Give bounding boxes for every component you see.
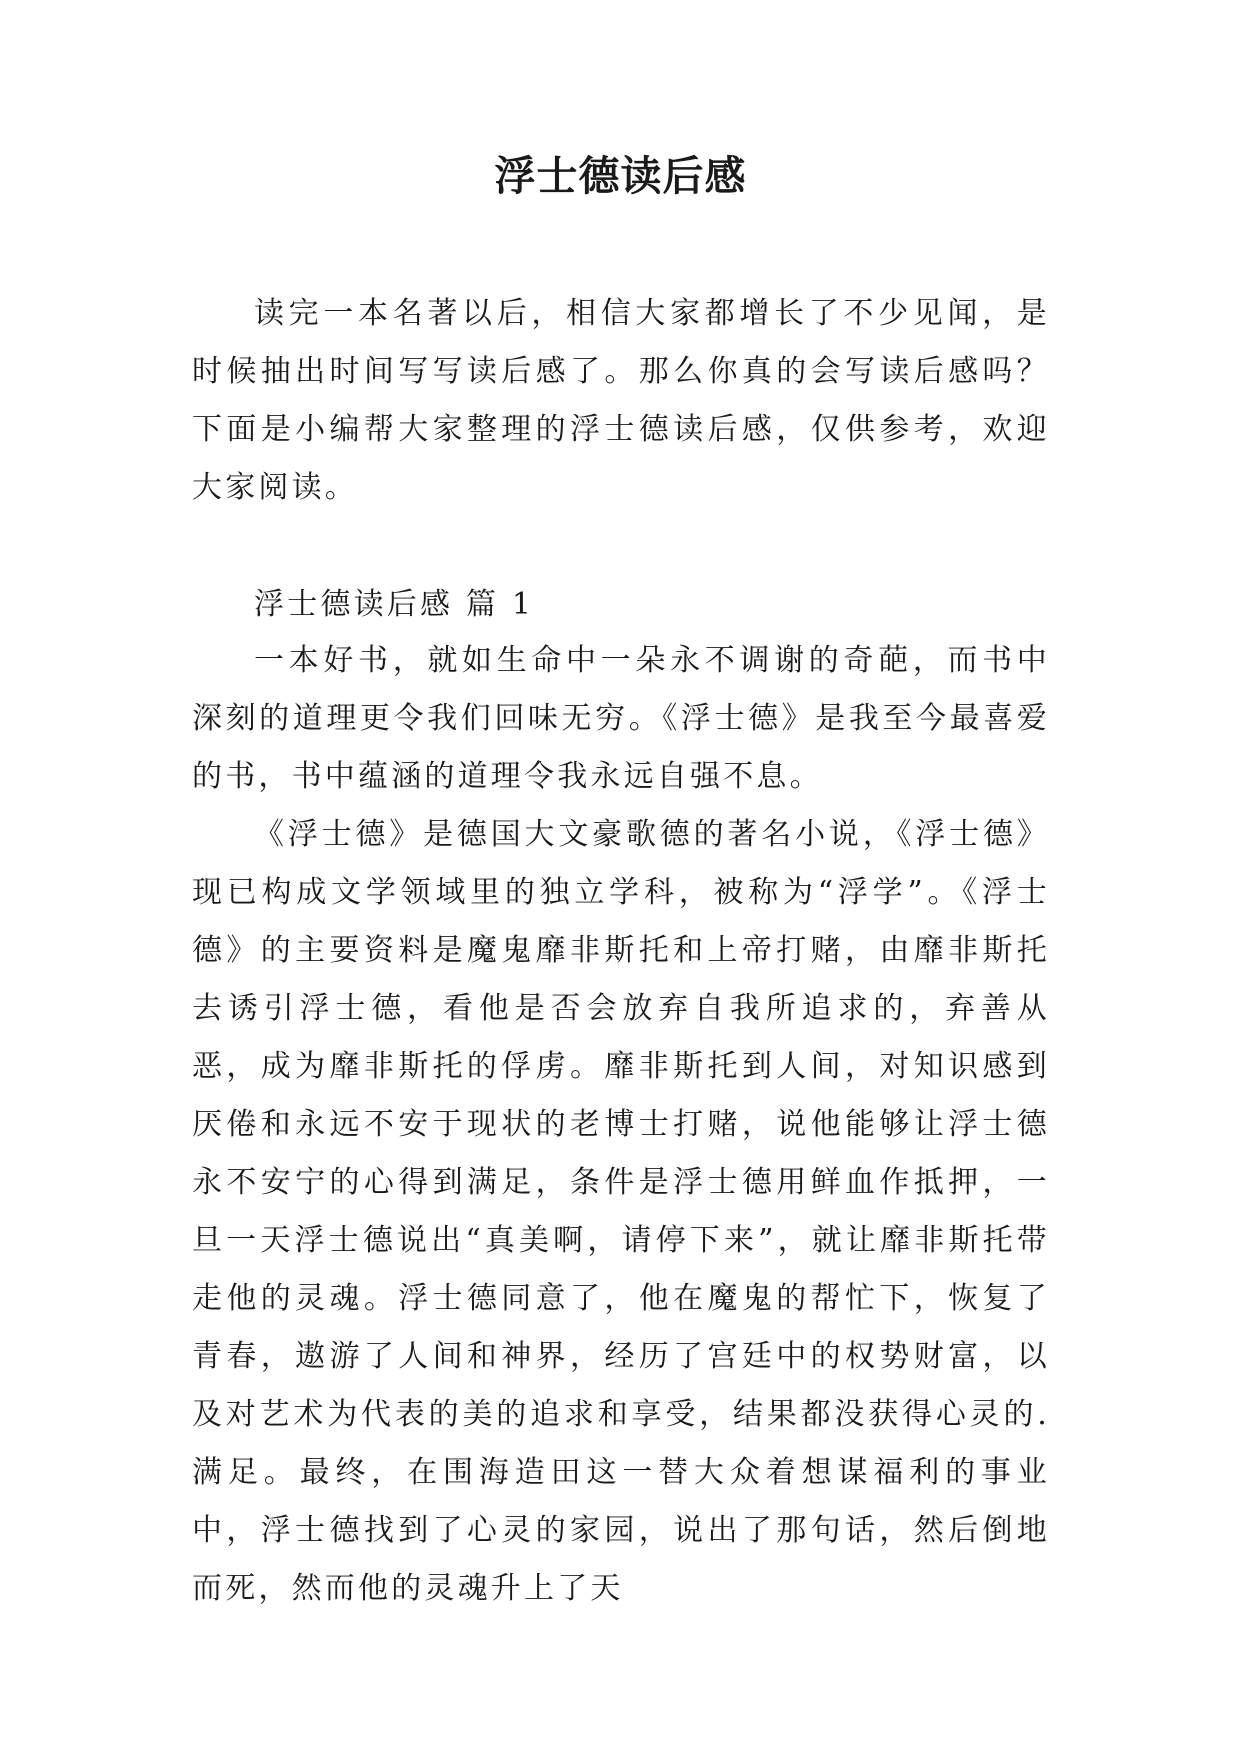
document-title: 浮士德读后感 (494, 152, 747, 200)
intro-paragraph: 读完一本名著以后，相信大家都增长了不少见闻，是时候抽出时间写写读后感了。那么你真的会写读后感吗？下面是小编帮大家整理的浮士德读后感，仅供参考，欢迎大家阅读。 (192, 296, 1050, 505)
article-paragraph-2: 《浮士德》是德国大文豪歌德的著名小说，《浮士德》现已构成文学领域里的独立学科，被称为“浮学”。《浮士德》的主要资料是魔鬼靡非斯托和上帝打赌，由靡非斯托去诱引浮士德，看他是否会放弃自我所追求的，弃善从恶，成为靡非斯托的俘虏。靡非斯托到人间，对知识感到厌倦和永远不安于现状的老博士打赌，说他能够让浮士德永不安宁的心得到满足，条件是浮士德用鲜血作抵押，一旦一天浮士德说出“真美啊，请停下来”，就让靡非斯托带走他的灵魂。浮士德同意了，他在魔鬼的帮忙下，恢复了青春，遨游了人间和神界，经历了宫廷中的权势财富，以及对艺术为代表的美的追求和享受，结果都没获得心灵的.满足。最终，在围海造田这一替大众着想谋福利的事业中，浮士德找到了心灵的家园，说出了那句话，然后倒地而死，然而他的灵魂升上了天 (192, 817, 1050, 1606)
section-heading: 浮士德读后感 篇 1 (254, 587, 535, 622)
article-body (192, 632, 1050, 1618)
article-paragraph-1: 一本好书，就如生命中一朵永不调谢的奇葩，而书中深刻的道理更令我们回味无穷。《浮士德》是我至今最喜爱的书，书中蕴涵的道理令我永远自强不息。 (192, 643, 1050, 794)
